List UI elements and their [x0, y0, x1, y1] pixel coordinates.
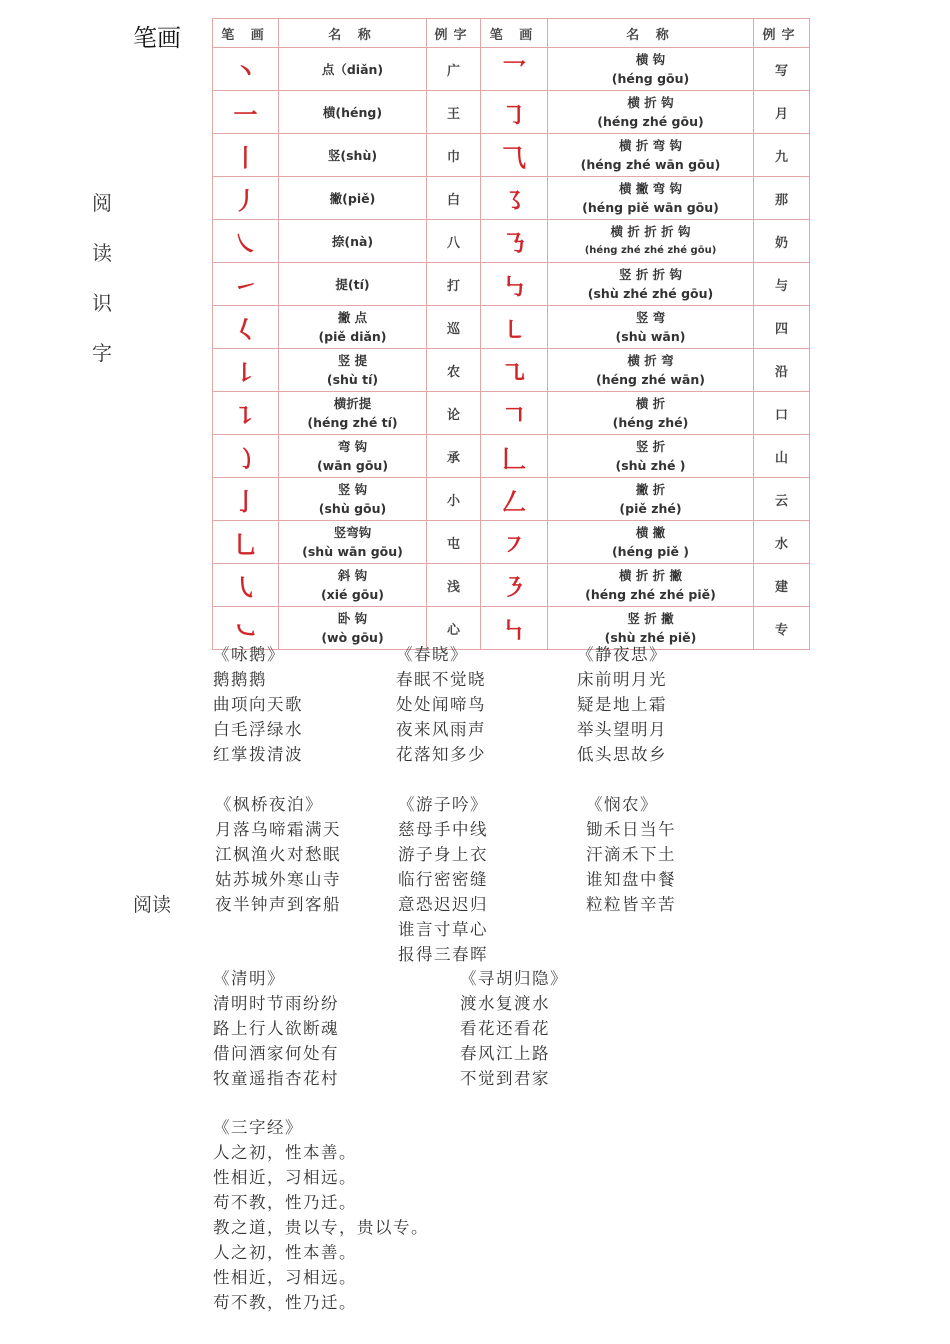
- stroke-glyph: 𡿨: [213, 306, 279, 349]
- stroke-glyph: ㇇: [481, 521, 548, 564]
- poem-line: 看花还看花: [460, 1019, 550, 1038]
- stroke-glyph: ㇌: [481, 177, 548, 220]
- poem-line: 牧童遥指杏花村: [213, 1069, 339, 1088]
- stroke-name: [548, 134, 754, 177]
- example-char: 云: [754, 478, 810, 521]
- section-title-strokes: 笔画: [133, 24, 181, 52]
- poem-line: 人之初，性本善。: [213, 1243, 357, 1262]
- example-char: 奶: [754, 220, 810, 263]
- stroke-name-line: (héng gōu): [611, 71, 690, 86]
- stroke-glyph: ㇙: [213, 349, 279, 392]
- table-row: [213, 349, 810, 392]
- stroke-name-line: (shù wān): [615, 329, 686, 344]
- table-row: [213, 392, 810, 435]
- stroke-glyph: ㇃: [213, 607, 279, 650]
- table-row: [213, 564, 810, 607]
- poem-block: [213, 1115, 429, 1315]
- example-char: 沿: [754, 349, 810, 392]
- poem-line: 教之道，贵以专，贵以专。: [213, 1218, 429, 1237]
- poem-line: 曲项向天歌: [213, 695, 303, 714]
- stroke-glyph: 丨: [213, 134, 279, 177]
- poem-line: 谁知盘中餐: [586, 870, 676, 889]
- poem-line: 春风江上路: [460, 1044, 550, 1063]
- poem-line: 春眠不觉晓: [396, 670, 486, 689]
- stroke-name-line: 撇(piě): [329, 190, 376, 206]
- stroke-name-line: 撇 点: [337, 310, 368, 325]
- stroke-name-line: 横 折 折 折 钩: [610, 224, 691, 239]
- poem-line: 夜半钟声到客船: [215, 895, 341, 914]
- stroke-glyph: ㇊: [213, 392, 279, 435]
- stroke-glyph: ㇋: [481, 564, 548, 607]
- poem-block: [213, 966, 339, 1091]
- table-row: [213, 306, 810, 349]
- poem-block: [586, 792, 676, 917]
- vertical-char: 阅: [92, 191, 112, 215]
- stroke-name-line: (piě zhé): [619, 501, 682, 516]
- stroke-name-line: 横折提: [333, 396, 372, 411]
- poem-line: 江枫渔火对愁眠: [215, 845, 341, 864]
- poem-line: 姑苏城外寒山寺: [215, 870, 341, 889]
- stroke-name: [548, 349, 754, 392]
- poem-title: 《寻胡归隐》: [460, 969, 568, 988]
- example-char: 心: [427, 607, 481, 650]
- stroke-name-line: 弯 钩: [337, 439, 368, 454]
- poem-line: 粒粒皆辛苦: [586, 895, 676, 914]
- poem-line: 鹅鹅鹅: [213, 670, 267, 689]
- poem-line: 白毛浮绿水: [213, 720, 303, 739]
- example-char: 口: [754, 392, 810, 435]
- stroke-glyph: 乚: [213, 521, 279, 564]
- poem-line: 举头望明月: [577, 720, 667, 739]
- table-row: [213, 478, 810, 521]
- stroke-name-line: (héng zhé wān gōu): [580, 157, 721, 172]
- stroke-glyph: ㇉: [481, 263, 548, 306]
- stroke-name: [279, 564, 427, 607]
- stroke-name: [548, 478, 754, 521]
- stroke-name: [279, 263, 427, 306]
- poem-title: 《清明》: [213, 969, 285, 988]
- stroke-name: [548, 263, 754, 306]
- stroke-name: [279, 134, 427, 177]
- stroke-name-line: 竖弯钩: [333, 525, 372, 540]
- example-char: 专: [754, 607, 810, 650]
- stroke-name: [548, 48, 754, 91]
- poem-line: 渡水复渡水: [460, 994, 550, 1013]
- stroke-name-line: 横 折: [635, 396, 666, 411]
- stroke-name-line: 横 折 折 撇: [618, 568, 683, 583]
- poem-line: 游子身上衣: [398, 845, 488, 864]
- stroke-name: [279, 521, 427, 564]
- stroke-name-line: 横 折 弯: [627, 353, 674, 368]
- example-char: 浅: [427, 564, 481, 607]
- vertical-char: 字: [92, 341, 112, 365]
- poem-line: 慈母手中线: [398, 820, 488, 839]
- stroke-glyph: 𠃋: [481, 478, 548, 521]
- example-char: 广: [427, 48, 481, 91]
- table-row: [213, 220, 810, 263]
- example-char: 巡: [427, 306, 481, 349]
- stroke-name: [279, 177, 427, 220]
- stroke-name-line: (héng zhé gōu): [597, 114, 704, 129]
- example-char: 承: [427, 435, 481, 478]
- header-stroke: 笔 画: [481, 19, 548, 48]
- example-char: 那: [754, 177, 810, 220]
- poem-title: 《游子吟》: [398, 795, 488, 814]
- example-char: 打: [427, 263, 481, 306]
- poem-line: 月落乌啼霜满天: [215, 820, 341, 839]
- header-name: 名 称: [279, 19, 427, 48]
- poem-line: 床前明月光: [577, 670, 667, 689]
- example-char: 巾: [427, 134, 481, 177]
- poem-line: 处处闻啼鸟: [396, 695, 486, 714]
- stroke-name-line: (héng zhé zhé zhé gōu): [584, 245, 717, 256]
- example-char: 小: [427, 478, 481, 521]
- stroke-name-line: 横(héng): [322, 104, 383, 120]
- table-header-row: [213, 19, 810, 48]
- example-char: 白: [427, 177, 481, 220]
- stroke-name: [548, 521, 754, 564]
- stroke-name-line: 竖 折: [635, 439, 666, 454]
- stroke-name-line: (shù gōu): [318, 501, 387, 516]
- poem-line: 锄禾日当午: [586, 820, 676, 839]
- example-char: 屯: [427, 521, 481, 564]
- stroke-name: [279, 478, 427, 521]
- table-row: [213, 435, 810, 478]
- poem-block: [215, 792, 341, 917]
- poem-line: 红掌拨清波: [213, 745, 303, 764]
- example-char: 与: [754, 263, 810, 306]
- stroke-glyph: 亅: [213, 478, 279, 521]
- stroke-name: [279, 392, 427, 435]
- table-row: [213, 48, 810, 91]
- vertical-label-reading-literacy: [90, 178, 114, 378]
- stroke-name: [548, 91, 754, 134]
- stroke-name-line: 提(tí): [335, 276, 370, 292]
- stroke-name-line: (wān gōu): [316, 458, 389, 473]
- example-char: 建: [754, 564, 810, 607]
- stroke-glyph: 乛: [481, 48, 548, 91]
- stroke-name-line: (xié gōu): [320, 587, 385, 602]
- stroke-name-line: 横 折 钩: [627, 95, 674, 110]
- stroke-name-line: 斜 钩: [337, 568, 368, 583]
- stroke-name-line: 竖 弯: [635, 310, 666, 325]
- stroke-glyph: ㇆: [481, 91, 548, 134]
- table-row: [213, 134, 810, 177]
- stroke-glyph: ㇁: [213, 435, 279, 478]
- poem-line: 疑是地上霜: [577, 695, 667, 714]
- stroke-name: [279, 48, 427, 91]
- poem-line: 意恐迟迟归: [398, 895, 488, 914]
- vertical-char: 识: [92, 291, 112, 315]
- stroke-name: [279, 306, 427, 349]
- header-stroke: 笔 画: [213, 19, 279, 48]
- poem-line: 临行密密缝: [398, 870, 488, 889]
- table-row: [213, 177, 810, 220]
- stroke-name-line: (héng zhé): [612, 415, 689, 430]
- stroke-name: [548, 392, 754, 435]
- example-char: 王: [427, 91, 481, 134]
- poem-line: 不觉到君家: [460, 1069, 550, 1088]
- poem-block: [213, 642, 303, 767]
- stroke-glyph: 𠃊: [481, 435, 548, 478]
- stroke-glyph: ⺄: [481, 134, 548, 177]
- stroke-glyph: 丶: [213, 48, 279, 91]
- table-row: [213, 521, 810, 564]
- stroke-glyph: 𠃍: [481, 392, 548, 435]
- stroke-name-line: (héng zhé zhé piě): [585, 587, 716, 602]
- stroke-name: [548, 435, 754, 478]
- stroke-name-line: (wò gōu): [321, 630, 384, 645]
- stroke-glyph: ㇄: [481, 306, 548, 349]
- table-row: [213, 91, 810, 134]
- header-example: 例字: [427, 19, 481, 48]
- stroke-name-line: 卧 钩: [337, 611, 368, 626]
- example-char: 农: [427, 349, 481, 392]
- poem-line: 苟不教，性乃迁。: [213, 1193, 357, 1212]
- header-example: 例字: [754, 19, 810, 48]
- stroke-name-line: (shù zhé ): [615, 458, 686, 473]
- stroke-name: [548, 177, 754, 220]
- stroke-name-line: (shù zhé zhé gōu): [587, 286, 714, 301]
- poem-block: [460, 966, 568, 1091]
- vertical-char: 读: [92, 241, 112, 265]
- stroke-name: [279, 220, 427, 263]
- example-char: 月: [754, 91, 810, 134]
- poem-line: 低头思故乡: [577, 745, 667, 764]
- poem-line: 报得三春晖: [398, 945, 488, 964]
- poem-title: 《静夜思》: [577, 645, 667, 664]
- example-char: 九: [754, 134, 810, 177]
- stroke-name-line: (shù tí): [326, 372, 379, 387]
- stroke-name-line: 竖(shù): [327, 147, 378, 163]
- poem-line: 人之初，性本善。: [213, 1143, 357, 1162]
- stroke-name: [279, 435, 427, 478]
- poem-line: 性相近，习相远。: [213, 1168, 357, 1187]
- stroke-glyph: ㇏: [213, 220, 279, 263]
- stroke-name-line: 点（diǎn): [321, 61, 384, 77]
- stroke-name-line: 横 钩: [635, 52, 666, 67]
- poem-line: 借问酒家何处有: [213, 1044, 339, 1063]
- stroke-glyph: ㇈: [481, 349, 548, 392]
- section-label-reading: 阅读: [133, 894, 172, 916]
- poem-line: 性相近，习相远。: [213, 1268, 357, 1287]
- example-char: 四: [754, 306, 810, 349]
- example-char: 八: [427, 220, 481, 263]
- poem-line: 路上行人欲断魂: [213, 1019, 339, 1038]
- poem-title: 《春晓》: [396, 645, 468, 664]
- stroke-name: [548, 220, 754, 263]
- poem-line: 汗滴禾下土: [586, 845, 676, 864]
- stroke-name-line: (héng zhé tí): [307, 415, 398, 430]
- stroke-glyph: ㇡: [481, 220, 548, 263]
- stroke-glyph: 一: [213, 91, 279, 134]
- poem-line: 夜来风雨声: [396, 720, 486, 739]
- stroke-name-line: 竖 钩: [337, 482, 368, 497]
- stroke-name-line: 竖 提: [337, 353, 368, 368]
- poem-line: 谁言寸草心: [398, 920, 488, 939]
- poem-title: 《三字经》: [213, 1118, 303, 1137]
- stroke-name: [548, 564, 754, 607]
- stroke-name: [279, 91, 427, 134]
- stroke-name-line: (héng zhé wān): [596, 372, 705, 387]
- poem-title: 《咏鹅》: [213, 645, 285, 664]
- stroke-name-line: 横 撇 弯 钩: [618, 181, 683, 196]
- poem-block: [398, 792, 488, 967]
- example-char: 山: [754, 435, 810, 478]
- stroke-name-line: 捺(nà): [331, 233, 374, 249]
- stroke-name-line: (shù zhé piě): [604, 630, 697, 645]
- poem-line: 清明时节雨纷纷: [213, 994, 339, 1013]
- poem-line: 苟不教，性乃迁。: [213, 1293, 357, 1312]
- stroke-glyph: ㇀: [213, 263, 279, 306]
- poem-line: 花落知多少: [396, 745, 486, 764]
- stroke-glyph: 丿: [213, 177, 279, 220]
- example-char: 水: [754, 521, 810, 564]
- stroke-name-line: (héng piě wān gōu): [582, 200, 719, 215]
- stroke-name-line: (shù wān gōu): [302, 544, 403, 559]
- stroke-name: [279, 349, 427, 392]
- stroke-name-line: 横 折 弯 钩: [618, 138, 683, 153]
- stroke-name-line: 竖 折 撇: [627, 611, 674, 626]
- poem-title: 《悯农》: [586, 795, 658, 814]
- stroke-name-line: 横 撇: [635, 525, 666, 540]
- table-row: [213, 263, 810, 306]
- poem-title: 《枫桥夜泊》: [215, 795, 323, 814]
- example-char: 写: [754, 48, 810, 91]
- stroke-name-line: 竖 折 折 钩: [618, 267, 683, 282]
- example-char: 论: [427, 392, 481, 435]
- stroke-name-line: (héng piě ): [611, 544, 690, 559]
- stroke-name-line: (piě diǎn): [318, 329, 387, 344]
- header-name: 名 称: [548, 19, 754, 48]
- stroke-name: [548, 306, 754, 349]
- stroke-glyph: ㇞: [481, 607, 548, 650]
- poem-block: [396, 642, 486, 767]
- stroke-table: [212, 18, 810, 650]
- stroke-glyph: ㇂: [213, 564, 279, 607]
- poem-block: [577, 642, 667, 767]
- stroke-name-line: 撇 折: [635, 482, 666, 497]
